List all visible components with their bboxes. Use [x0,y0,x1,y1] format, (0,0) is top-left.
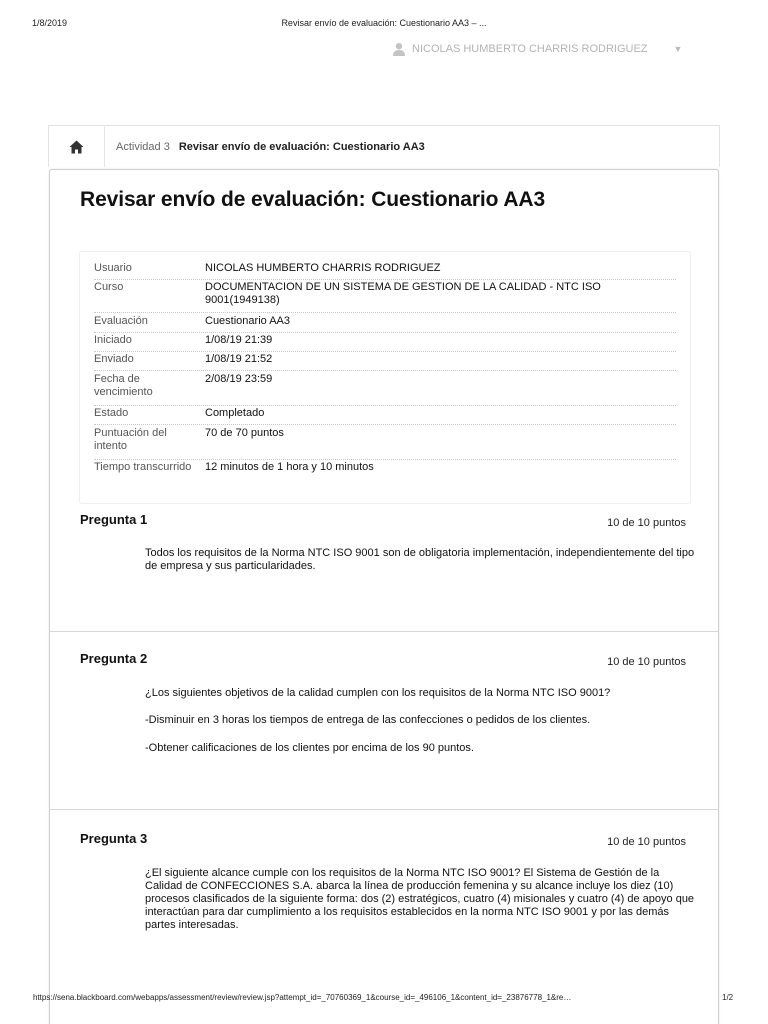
page-title: Revisar envío de evaluación: Cuestionario AA3 [80,188,546,211]
info-row-curso [94,281,676,313]
question-title: Pregunta 2 [80,651,148,666]
user-name[interactable]: NICOLAS HUMBERTO CHARRIS RODRIGUEZ [412,43,648,55]
question-text: ¿Los siguientes objetivos de la calidad cumplen con los requisitos de la Norma NTC ISO 9001? [145,687,611,699]
info-row-usuario [94,262,676,280]
info-value: DOCUMENTACION DE UN SISTEMA DE GESTION DE LA CALIDAD - NTC ISO 9001(1949138) [205,281,601,306]
breadcrumb [48,125,720,167]
info-row-tiempo [94,461,676,493]
info-label: Curso [94,281,124,293]
info-row-evaluacion [94,315,676,333]
question-title: Pregunta 3 [80,831,148,846]
info-value: NICOLAS HUMBERTO CHARRIS RODRIGUEZ [205,262,441,274]
attempt-details [79,251,691,504]
info-value: 12 minutos de 1 hora y 10 minutos [205,461,374,473]
question-text: -Disminuir en 3 horas los tiempos de entrega de las confecciones o pedidos de los clientes. [145,714,591,726]
info-value: 70 de 70 puntos [205,427,284,439]
print-date: 1/8/2019 [32,18,68,28]
user-menu[interactable] [392,41,682,57]
info-label: Tiempo transcurrido [94,461,192,473]
print-url: https://sena.blackboard.com/webapps/assessment/review/review.jsp?attempt_id=_70760369_1&course_id=_496106_1&content_id=_23876778_1&re… [33,993,572,1002]
question-points: 10 de 10 puntos [607,656,686,668]
info-value: Cuestionario AA3 [205,315,290,327]
info-value: Completado [205,407,265,419]
question-3 [50,831,719,961]
print-page-number: 1/2 [722,993,734,1002]
question-points: 10 de 10 puntos [607,517,686,529]
breadcrumb-activity[interactable]: Actividad 3 [116,140,170,153]
info-row-puntuacion [94,427,676,460]
review-panel [49,169,719,1024]
info-label: Usuario [94,262,132,274]
info-label: Iniciado [94,334,132,346]
info-row-enviado [94,353,676,371]
question-1 [50,512,719,630]
user-icon [392,42,406,56]
info-row-vencimiento [94,373,676,406]
info-label: Enviado [94,353,134,365]
question-divider [50,631,719,632]
info-value: 1/08/19 21:52 [205,353,273,365]
home-icon [69,140,84,154]
question-divider [50,809,719,810]
info-row-estado [94,407,676,425]
info-label: Evaluación [94,315,148,327]
info-row-iniciado [94,334,676,352]
question-title: Pregunta 1 [80,512,148,527]
info-label: Puntuación del intento [94,427,167,452]
info-label: Fecha de vencimiento [94,373,153,398]
info-value: 1/08/19 21:39 [205,334,273,346]
question-points: 10 de 10 puntos [607,836,686,848]
info-label: Estado [94,407,129,419]
home-button[interactable] [49,126,105,167]
question-2 [50,651,719,807]
print-footer [0,993,768,1007]
question-text: -Obtener calificaciones de los clientes por encima de los 90 puntos. [145,742,474,754]
question-text: ¿El siguiente alcance cumple con los requisitos de la Norma NTC ISO 9001? El Sistema de Gestión de la Calidad de CONFECCIONES S.A. abarca la línea de producción femenina y su alcance incluye los diez (10) procesos clasificados de la siguiente forma: dos (2) estratégicos, cuatro (4) misionales y cuatro (4) de apoyo que interactúan para dar cumplimiento a los requisitos establecidos en la norma NTC ISO 9001 y por las demás partes interesadas. [145,867,695,931]
print-header [0,18,768,32]
question-text: Todos los requisitos de la Norma NTC ISO 9001 son de obligatoria implementación, independientemente del tipo de empresa y sus particularidades. [145,547,695,572]
breadcrumb-current: Revisar envío de evaluación: Cuestionario AA3 [178,140,425,153]
print-page-title: Revisar envío de evaluación: Cuestionario AA3 – ... [281,18,487,28]
info-value: 2/08/19 23:59 [205,373,273,385]
chevron-down-icon[interactable]: ▼ [673,44,683,54]
